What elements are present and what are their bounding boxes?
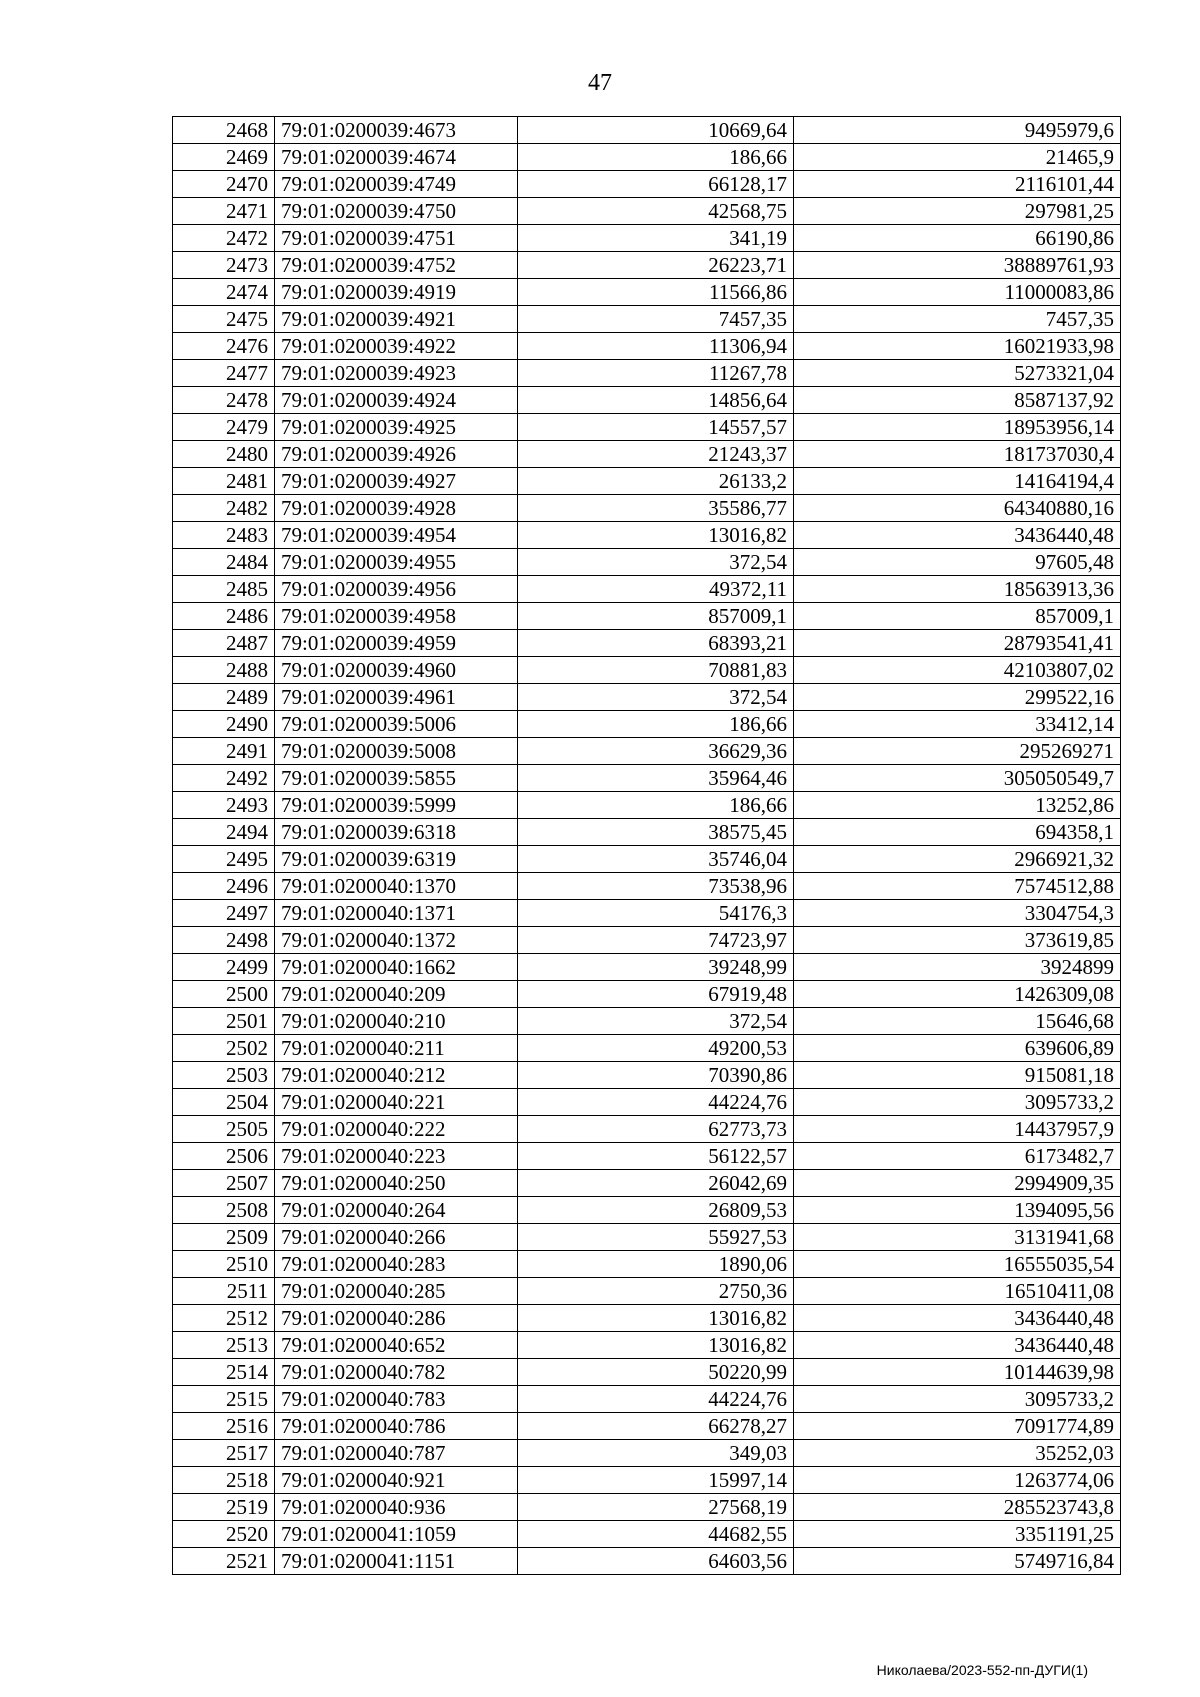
table-row [173,306,1121,333]
row-number-cell: 2520 [173,1521,275,1548]
area-cell: 372,54 [518,684,794,711]
table-row [173,1062,1121,1089]
cadastral-number-cell: 79:01:0200039:4959 [275,630,518,657]
cadastral-number-cell: 79:01:0200039:4923 [275,360,518,387]
table-row [173,981,1121,1008]
table-row [173,900,1121,927]
table-row [173,225,1121,252]
cadastral-value-cell: 28793541,41 [794,630,1121,657]
cadastral-number-cell: 79:01:0200040:223 [275,1143,518,1170]
table-row [173,252,1121,279]
cadastral-number-cell: 79:01:0200040:211 [275,1035,518,1062]
area-cell: 2750,36 [518,1278,794,1305]
cadastral-number-cell: 79:01:0200040:210 [275,1008,518,1035]
row-number-cell: 2475 [173,306,275,333]
table-row [173,1278,1121,1305]
table-row [173,468,1121,495]
area-cell: 11267,78 [518,360,794,387]
area-cell: 26133,2 [518,468,794,495]
area-cell: 14856,64 [518,387,794,414]
cadastral-value-cell: 2994909,35 [794,1170,1121,1197]
cadastral-number-cell: 79:01:0200039:4752 [275,252,518,279]
cadastral-value-cell: 14164194,4 [794,468,1121,495]
table-row [173,684,1121,711]
cadastral-number-cell: 79:01:0200039:4926 [275,441,518,468]
area-cell: 11306,94 [518,333,794,360]
row-number-cell: 2492 [173,765,275,792]
cadastral-value-cell: 16510411,08 [794,1278,1121,1305]
cadastral-number-cell: 79:01:0200039:4750 [275,198,518,225]
area-cell: 49200,53 [518,1035,794,1062]
cadastral-value-cell: 857009,1 [794,603,1121,630]
table-row [173,549,1121,576]
table-row [173,738,1121,765]
table-row [173,765,1121,792]
table-row [173,657,1121,684]
area-cell: 26809,53 [518,1197,794,1224]
row-number-cell: 2482 [173,495,275,522]
cadastral-number-cell: 79:01:0200039:4921 [275,306,518,333]
cadastral-number-cell: 79:01:0200040:1662 [275,954,518,981]
cadastral-value-cell: 297981,25 [794,198,1121,225]
area-cell: 49372,11 [518,576,794,603]
table-row [173,387,1121,414]
row-number-cell: 2506 [173,1143,275,1170]
area-cell: 54176,3 [518,900,794,927]
cadastral-value-cell: 11000083,86 [794,279,1121,306]
row-number-cell: 2499 [173,954,275,981]
cadastral-value-table [172,116,1121,1575]
table-row [173,198,1121,225]
row-number-cell: 2483 [173,522,275,549]
row-number-cell: 2515 [173,1386,275,1413]
row-number-cell: 2512 [173,1305,275,1332]
area-cell: 372,54 [518,549,794,576]
cadastral-value-cell: 305050549,7 [794,765,1121,792]
row-number-cell: 2470 [173,171,275,198]
area-cell: 66278,27 [518,1413,794,1440]
row-number-cell: 2494 [173,819,275,846]
cadastral-number-cell: 79:01:0200039:4954 [275,522,518,549]
area-cell: 44682,55 [518,1521,794,1548]
area-cell: 372,54 [518,1008,794,1035]
cadastral-number-cell: 79:01:0200039:4958 [275,603,518,630]
table-row [173,792,1121,819]
row-number-cell: 2505 [173,1116,275,1143]
cadastral-value-cell: 2116101,44 [794,171,1121,198]
area-cell: 35586,77 [518,495,794,522]
cadastral-number-cell: 79:01:0200039:5006 [275,711,518,738]
row-number-cell: 2501 [173,1008,275,1035]
cadastral-value-cell: 1263774,06 [794,1467,1121,1494]
row-number-cell: 2511 [173,1278,275,1305]
area-cell: 11566,86 [518,279,794,306]
table-row [173,1251,1121,1278]
cadastral-number-cell: 79:01:0200041:1151 [275,1548,518,1575]
cadastral-value-cell: 3351191,25 [794,1521,1121,1548]
table-row [173,1494,1121,1521]
table-row [173,846,1121,873]
row-number-cell: 2509 [173,1224,275,1251]
area-cell: 35964,46 [518,765,794,792]
cadastral-number-cell: 79:01:0200040:1370 [275,873,518,900]
row-number-cell: 2468 [173,117,275,144]
area-cell: 35746,04 [518,846,794,873]
row-number-cell: 2490 [173,711,275,738]
cadastral-value-cell: 3436440,48 [794,1332,1121,1359]
cadastral-value-cell: 66190,86 [794,225,1121,252]
row-number-cell: 2518 [173,1467,275,1494]
area-cell: 186,66 [518,144,794,171]
area-cell: 55927,53 [518,1224,794,1251]
cadastral-value-cell: 1394095,56 [794,1197,1121,1224]
area-cell: 44224,76 [518,1089,794,1116]
area-cell: 50220,99 [518,1359,794,1386]
cadastral-number-cell: 79:01:0200039:4928 [275,495,518,522]
area-cell: 349,03 [518,1440,794,1467]
row-number-cell: 2495 [173,846,275,873]
table-row [173,927,1121,954]
row-number-cell: 2504 [173,1089,275,1116]
cadastral-number-cell: 79:01:0200039:4751 [275,225,518,252]
cadastral-number-cell: 79:01:0200040:212 [275,1062,518,1089]
table-row [173,630,1121,657]
area-cell: 26223,71 [518,252,794,279]
cadastral-number-cell: 79:01:0200039:6319 [275,846,518,873]
cadastral-number-cell: 79:01:0200040:286 [275,1305,518,1332]
cadastral-value-cell: 5749716,84 [794,1548,1121,1575]
cadastral-number-cell: 79:01:0200039:4924 [275,387,518,414]
table-row [173,1197,1121,1224]
row-number-cell: 2471 [173,198,275,225]
cadastral-value-cell: 373619,85 [794,927,1121,954]
table-row [173,954,1121,981]
cadastral-number-cell: 79:01:0200040:786 [275,1413,518,1440]
cadastral-value-cell: 3436440,48 [794,1305,1121,1332]
document-footer-code: Николаева/2023-552-пп-ДУГИ(1) [876,1662,1088,1678]
table-row [173,576,1121,603]
cadastral-value-cell: 97605,48 [794,549,1121,576]
table-row [173,279,1121,306]
cadastral-value-cell: 2966921,32 [794,846,1121,873]
cadastral-value-cell: 299522,16 [794,684,1121,711]
row-number-cell: 2487 [173,630,275,657]
area-cell: 36629,36 [518,738,794,765]
row-number-cell: 2489 [173,684,275,711]
area-cell: 857009,1 [518,603,794,630]
row-number-cell: 2486 [173,603,275,630]
table-body [173,117,1121,1575]
cadastral-value-cell: 639606,89 [794,1035,1121,1062]
area-cell: 341,19 [518,225,794,252]
cadastral-value-cell: 21465,9 [794,144,1121,171]
table-row [173,522,1121,549]
area-cell: 13016,82 [518,522,794,549]
cadastral-value-cell: 5273321,04 [794,360,1121,387]
area-cell: 62773,73 [518,1116,794,1143]
table-row [173,1332,1121,1359]
table-row [173,171,1121,198]
cadastral-number-cell: 79:01:0200040:652 [275,1332,518,1359]
row-number-cell: 2469 [173,144,275,171]
table-row [173,1089,1121,1116]
cadastral-number-cell: 79:01:0200040:1371 [275,900,518,927]
cadastral-value-cell: 694358,1 [794,819,1121,846]
row-number-cell: 2474 [173,279,275,306]
cadastral-number-cell: 79:01:0200040:250 [275,1170,518,1197]
table-row [173,1224,1121,1251]
table-row [173,1035,1121,1062]
page-number: 47 [588,70,612,96]
cadastral-number-cell: 79:01:0200040:283 [275,1251,518,1278]
area-cell: 39248,99 [518,954,794,981]
row-number-cell: 2508 [173,1197,275,1224]
area-cell: 70390,86 [518,1062,794,1089]
row-number-cell: 2516 [173,1413,275,1440]
area-cell: 14557,57 [518,414,794,441]
cadastral-value-cell: 13252,86 [794,792,1121,819]
area-cell: 21243,37 [518,441,794,468]
row-number-cell: 2500 [173,981,275,1008]
cadastral-number-cell: 79:01:0200040:783 [275,1386,518,1413]
cadastral-number-cell: 79:01:0200039:4956 [275,576,518,603]
cadastral-number-cell: 79:01:0200039:4927 [275,468,518,495]
area-cell: 26042,69 [518,1170,794,1197]
row-number-cell: 2503 [173,1062,275,1089]
cadastral-value-cell: 7574512,88 [794,873,1121,900]
cadastral-number-cell: 79:01:0200040:921 [275,1467,518,1494]
cadastral-number-cell: 79:01:0200040:285 [275,1278,518,1305]
cadastral-number-cell: 79:01:0200040:787 [275,1440,518,1467]
row-number-cell: 2479 [173,414,275,441]
table-row [173,360,1121,387]
table-row [173,603,1121,630]
table-row [173,1170,1121,1197]
area-cell: 7457,35 [518,306,794,333]
row-number-cell: 2496 [173,873,275,900]
cadastral-number-cell: 79:01:0200040:222 [275,1116,518,1143]
cadastral-value-cell: 285523743,8 [794,1494,1121,1521]
cadastral-value-cell: 10144639,98 [794,1359,1121,1386]
area-cell: 73538,96 [518,873,794,900]
row-number-cell: 2478 [173,387,275,414]
cadastral-number-cell: 79:01:0200039:4922 [275,333,518,360]
cadastral-number-cell: 79:01:0200040:266 [275,1224,518,1251]
cadastral-number-cell: 79:01:0200039:4674 [275,144,518,171]
area-cell: 186,66 [518,792,794,819]
area-cell: 27568,19 [518,1494,794,1521]
table-row [173,414,1121,441]
cadastral-number-cell: 79:01:0200039:4749 [275,171,518,198]
table-row [173,1359,1121,1386]
cadastral-value-cell: 3095733,2 [794,1089,1121,1116]
cadastral-value-cell: 915081,18 [794,1062,1121,1089]
cadastral-value-cell: 3095733,2 [794,1386,1121,1413]
area-cell: 15997,14 [518,1467,794,1494]
cadastral-value-cell: 15646,68 [794,1008,1121,1035]
cadastral-number-cell: 79:01:0200041:1059 [275,1521,518,1548]
row-number-cell: 2477 [173,360,275,387]
cadastral-value-cell: 35252,03 [794,1440,1121,1467]
row-number-cell: 2497 [173,900,275,927]
cadastral-number-cell: 79:01:0200039:5008 [275,738,518,765]
row-number-cell: 2491 [173,738,275,765]
area-cell: 1890,06 [518,1251,794,1278]
table-row [173,1521,1121,1548]
cadastral-value-cell: 9495979,6 [794,117,1121,144]
cadastral-number-cell: 79:01:0200040:1372 [275,927,518,954]
row-number-cell: 2476 [173,333,275,360]
table-row [173,1413,1121,1440]
table-row [173,819,1121,846]
cadastral-number-cell: 79:01:0200039:5999 [275,792,518,819]
area-cell: 74723,97 [518,927,794,954]
area-cell: 13016,82 [518,1305,794,1332]
row-number-cell: 2485 [173,576,275,603]
cadastral-value-cell: 7457,35 [794,306,1121,333]
cadastral-value-cell: 3436440,48 [794,522,1121,549]
row-number-cell: 2493 [173,792,275,819]
cadastral-number-cell: 79:01:0200040:264 [275,1197,518,1224]
cadastral-value-cell: 18563913,36 [794,576,1121,603]
cadastral-number-cell: 79:01:0200039:4925 [275,414,518,441]
area-cell: 64603,56 [518,1548,794,1575]
table-row [173,333,1121,360]
area-cell: 10669,64 [518,117,794,144]
table-row [173,1305,1121,1332]
row-number-cell: 2517 [173,1440,275,1467]
area-cell: 70881,83 [518,657,794,684]
area-cell: 66128,17 [518,171,794,198]
cadastral-value-cell: 3304754,3 [794,900,1121,927]
cadastral-value-cell: 6173482,7 [794,1143,1121,1170]
table-row [173,1467,1121,1494]
area-cell: 56122,57 [518,1143,794,1170]
row-number-cell: 2498 [173,927,275,954]
cadastral-number-cell: 79:01:0200039:5855 [275,765,518,792]
cadastral-value-cell: 7091774,89 [794,1413,1121,1440]
table-row [173,711,1121,738]
area-cell: 67919,48 [518,981,794,1008]
cadastral-number-cell: 79:01:0200040:936 [275,1494,518,1521]
table-row [173,1548,1121,1575]
table-row [173,441,1121,468]
cadastral-value-cell: 3131941,68 [794,1224,1121,1251]
cadastral-number-cell: 79:01:0200039:6318 [275,819,518,846]
row-number-cell: 2514 [173,1359,275,1386]
table-row [173,1143,1121,1170]
cadastral-value-cell: 1426309,08 [794,981,1121,1008]
cadastral-number-cell: 79:01:0200039:4673 [275,117,518,144]
cadastral-value-cell: 18953956,14 [794,414,1121,441]
cadastral-value-cell: 38889761,93 [794,252,1121,279]
table-row [173,1116,1121,1143]
table-row [173,1008,1121,1035]
row-number-cell: 2507 [173,1170,275,1197]
cadastral-number-cell: 79:01:0200040:782 [275,1359,518,1386]
row-number-cell: 2484 [173,549,275,576]
cadastral-value-cell: 16021933,98 [794,333,1121,360]
cadastral-number-cell: 79:01:0200039:4961 [275,684,518,711]
row-number-cell: 2488 [173,657,275,684]
cadastral-value-cell: 16555035,54 [794,1251,1121,1278]
row-number-cell: 2480 [173,441,275,468]
area-cell: 42568,75 [518,198,794,225]
cadastral-value-cell: 14437957,9 [794,1116,1121,1143]
table-row [173,1440,1121,1467]
row-number-cell: 2510 [173,1251,275,1278]
cadastral-value-cell: 42103807,02 [794,657,1121,684]
table-row [173,495,1121,522]
table-row [173,873,1121,900]
cadastral-number-cell: 79:01:0200039:4960 [275,657,518,684]
table-row [173,1386,1121,1413]
area-cell: 13016,82 [518,1332,794,1359]
area-cell: 44224,76 [518,1386,794,1413]
cadastral-value-cell: 3924899 [794,954,1121,981]
row-number-cell: 2513 [173,1332,275,1359]
cadastral-value-cell: 181737030,4 [794,441,1121,468]
row-number-cell: 2481 [173,468,275,495]
row-number-cell: 2472 [173,225,275,252]
cadastral-number-cell: 79:01:0200040:209 [275,981,518,1008]
cadastral-value-cell: 33412,14 [794,711,1121,738]
cadastral-value-cell: 64340880,16 [794,495,1121,522]
row-number-cell: 2473 [173,252,275,279]
cadastral-number-cell: 79:01:0200039:4919 [275,279,518,306]
row-number-cell: 2519 [173,1494,275,1521]
cadastral-value-cell: 295269271 [794,738,1121,765]
cadastral-value-cell: 8587137,92 [794,387,1121,414]
row-number-cell: 2502 [173,1035,275,1062]
row-number-cell: 2521 [173,1548,275,1575]
table-row [173,117,1121,144]
cadastral-number-cell: 79:01:0200040:221 [275,1089,518,1116]
area-cell: 186,66 [518,711,794,738]
area-cell: 38575,45 [518,819,794,846]
table-row [173,144,1121,171]
area-cell: 68393,21 [518,630,794,657]
cadastral-number-cell: 79:01:0200039:4955 [275,549,518,576]
